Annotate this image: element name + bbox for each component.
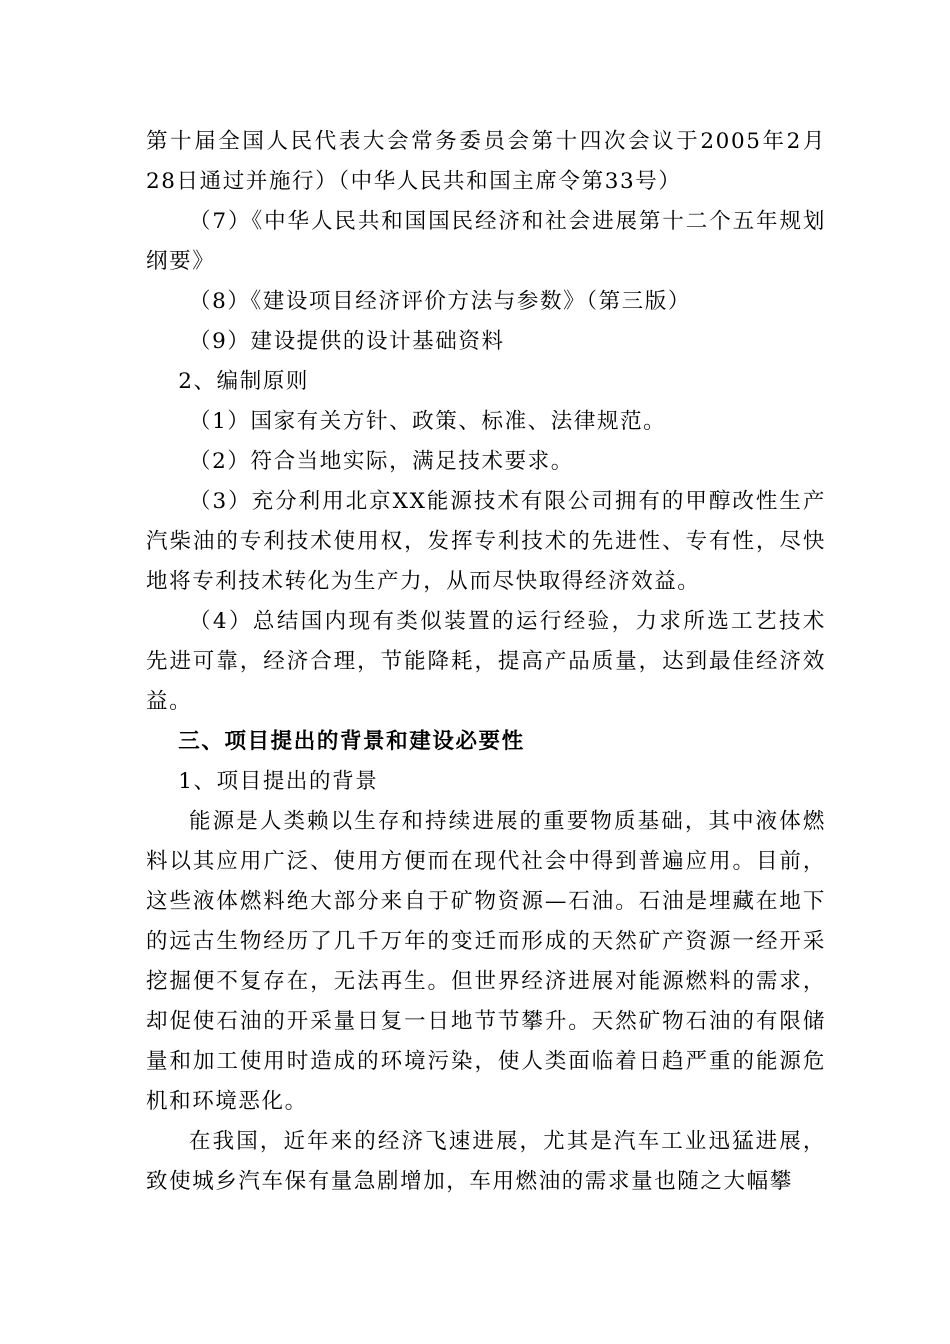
- subheading-background: 1、项目提出的背景: [178, 769, 379, 794]
- section-heading-background: 三、项目提出的背景和建设必要性: [178, 729, 525, 754]
- paragraph-energy: 能源是人类赖以生存和持续进展的重要物质基础，其中液体燃料以其应用广泛、使用方便而在现代社会中得到普遍应用。目前，这些液体燃料绝大部分来自于矿物资源—石油。石油是埋藏在地下的远古生物经历了几千万年的变迁而形成的天然矿产资源一经开采挖掘便不复存在，无法再生。但世界经济进展对能源燃料的需求，却促使石油的开采量日复一日地节节攀升。天然矿物石油的有限储量和加工使用时造成的环境污染，使人类面临着日趋严重的能源危机和环境恶化。: [146, 809, 826, 1114]
- paragraph-item-7: （7）《中华人民共和国国民经济和社会进展第十二个五年规划纲要》: [146, 209, 826, 274]
- paragraph-china-demand: 在我国，近年来的经济飞速进展，尤其是汽车工业迅猛进展，致使城乡汽车保有量急剧增加，车用燃油的需求量也随之大幅攀: [146, 1129, 826, 1194]
- paragraph-principle-3: （3）充分利用北京XX能源技术有限公司拥有的甲醇改性生产汽柴油的专利技术使用权，发挥专利技术的先进性、专有性，尽快地将专利技术转化为生产力，从而尽快取得经济效益。: [146, 489, 826, 594]
- paragraph-law-citation: 第十届全国人民代表大会常务委员会第十四次会议于2005年2月28日通过并施行）（中华人民共和国主席令第33号）: [146, 129, 826, 194]
- paragraph-principle-4: （4）总结国内现有类似装置的运行经验，力求所选工艺技术先进可靠，经济合理，节能降耗，提高产品质量，达到最佳经济效益。: [146, 609, 826, 714]
- document-page: [146, 122, 826, 1202]
- subheading-principles: 2、编制原则: [178, 369, 310, 394]
- paragraph-item-9: （9）建设提供的设计基础资料: [189, 329, 505, 354]
- paragraph-principle-1: （1）国家有关方针、政策、标准、法律规范。: [189, 409, 667, 434]
- paragraph-principle-2: （2）符合当地实际，满足技术要求。: [189, 449, 574, 474]
- paragraph-item-8: （8）《建设项目经济评价方法与参数》（第三版）: [189, 289, 691, 314]
